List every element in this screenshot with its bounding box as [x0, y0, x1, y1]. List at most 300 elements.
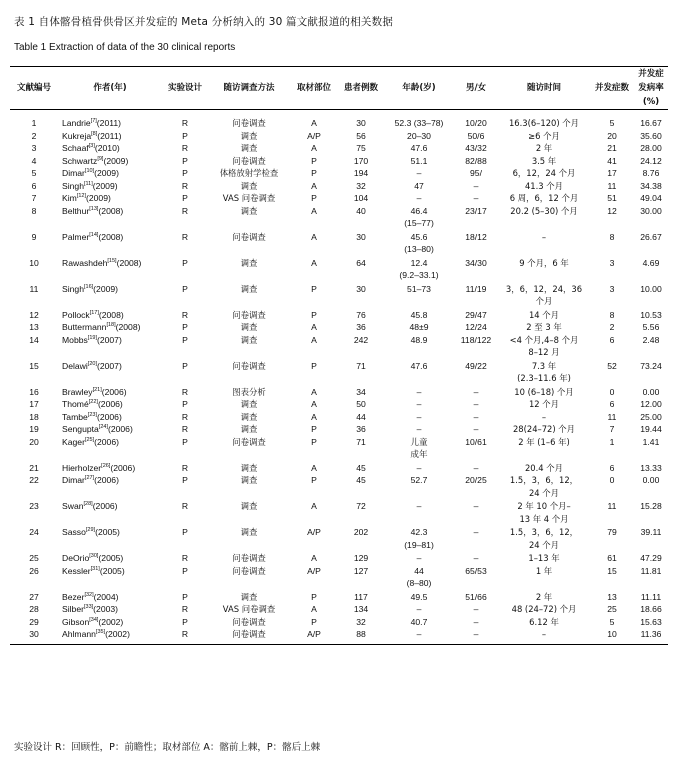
table-row — [10, 321, 668, 334]
cell-method: 问卷调查 — [232, 565, 266, 576]
cell-id: 29 — [29, 616, 39, 627]
cell-patients: 194 — [353, 168, 369, 178]
cell-patients: 56 — [356, 130, 366, 141]
cell-complications: 5 — [609, 118, 615, 128]
cell-patients: 117 — [354, 591, 368, 602]
reference-marker: [3] — [88, 143, 95, 150]
cell-design: P — [182, 399, 188, 409]
cell-age-line: 51–73 — [407, 283, 431, 294]
reference-marker: [24] — [98, 424, 108, 431]
cell-rate: 19.44 — [640, 424, 662, 434]
cell-age — [384, 334, 454, 360]
cell-id: 11 — [29, 283, 39, 294]
cell-id: 6 — [31, 180, 37, 191]
cell-follow-up — [498, 386, 590, 399]
reference-marker: [20] — [87, 360, 97, 367]
cell-sex-ratio: 65/53 — [465, 565, 487, 576]
author-name: Sengupta — [62, 424, 99, 434]
cell-site: A — [311, 257, 317, 268]
cell-sex-ratio: – — [473, 501, 479, 511]
cell-id: 15 — [29, 360, 39, 371]
author-year: (2006) — [94, 436, 119, 447]
cell-sex-ratio: 49/22 — [465, 360, 487, 371]
cell-age-line: 46.4 — [410, 205, 428, 216]
author-year: (2006) — [96, 411, 122, 422]
cell-age-line: – — [416, 501, 422, 511]
cell-follow-up — [498, 130, 590, 143]
cell-author — [58, 411, 162, 424]
cell-age-line: 44 — [414, 565, 424, 576]
cell-design: P — [182, 360, 188, 371]
author-name: Mobbs — [62, 334, 88, 345]
cell-design: R — [162, 628, 208, 644]
cell-method: 问卷调查 — [232, 360, 266, 371]
table-row — [10, 334, 668, 360]
reference-marker: [8] — [91, 130, 98, 137]
cell-method: 调查 — [240, 501, 258, 511]
cell-id: 20 — [29, 436, 39, 447]
cell-age-line: 儿童 — [410, 436, 428, 447]
table-row — [10, 360, 668, 386]
cell-patients: 36 — [356, 424, 366, 434]
cell-site: P — [311, 193, 317, 203]
cell-design: P — [182, 322, 188, 332]
cell-patients: 134 — [353, 604, 369, 614]
cell-method: 调查 — [240, 180, 258, 191]
cell-age — [384, 552, 454, 565]
cell-patients: 202 — [353, 527, 369, 537]
cell-patients: 75 — [356, 143, 366, 153]
cell-age — [384, 474, 454, 500]
cell-rate: 13.33 — [640, 462, 662, 473]
table-row — [10, 167, 668, 180]
cell-author — [58, 283, 162, 309]
author-name: Dimar — [62, 168, 85, 178]
cell-follow-up-line: 3，6，12，24，36 — [505, 283, 583, 294]
header-cell: 文献编号 — [10, 67, 58, 110]
cell-design: P — [182, 565, 188, 576]
cell-site: A/P — [307, 527, 321, 537]
cell-author — [58, 386, 162, 399]
cell-sex-ratio: – — [473, 411, 479, 422]
cell-design: P — [182, 257, 188, 268]
header-cell: 男/女 — [454, 67, 498, 110]
header-cell: 取材部位 — [290, 67, 338, 110]
header-cell: 患者例数 — [338, 67, 384, 110]
cell-sex-ratio: – — [454, 628, 498, 644]
cell-patients: 242 — [353, 334, 369, 345]
cell-age-line: 51.1 — [410, 155, 428, 166]
cell-follow-up — [498, 205, 590, 231]
cell-sex-ratio: – — [473, 604, 479, 614]
cell-design: P — [182, 193, 188, 203]
cell-complications: 79 — [607, 527, 617, 537]
cell-author — [58, 309, 162, 322]
reference-marker: [33] — [83, 604, 94, 611]
cell-design: R — [181, 501, 189, 511]
cell-follow-up-line: 41.3 个月 — [524, 180, 564, 191]
cell-site: A — [311, 604, 317, 614]
author-name: Tambe — [62, 411, 88, 422]
table-row — [10, 257, 668, 283]
cell-sex-ratio: 43/32 — [465, 143, 487, 153]
cell-patients: 45 — [356, 462, 366, 473]
table-row — [10, 462, 668, 475]
cell-author — [58, 526, 162, 552]
author-year: (2007) — [96, 360, 122, 371]
cell-site: P — [311, 283, 317, 294]
reference-marker: [32] — [84, 591, 94, 598]
author-year: (2005) — [95, 527, 120, 537]
cell-age — [384, 360, 454, 386]
cell-sex-ratio: 34/30 — [465, 257, 487, 268]
cell-complications: 6 — [609, 334, 615, 345]
table-row — [10, 436, 668, 462]
cell-age-line: 12.4 — [410, 257, 428, 268]
author-name: Hierholzer — [62, 462, 102, 473]
cell-follow-up-line: 2 至 3 年 — [526, 322, 562, 332]
cell-id: 21 — [29, 462, 39, 473]
cell-design: R — [181, 205, 189, 216]
cell-sex-ratio: 23/17 — [465, 205, 487, 216]
cell-method: 图表分析 — [232, 386, 266, 397]
cell-follow-up-line: – — [541, 629, 547, 639]
cell-site: P — [311, 591, 317, 602]
cell-complications: 7 — [609, 424, 615, 434]
cell-follow-up — [498, 500, 590, 526]
author-year: (2010) — [94, 143, 120, 153]
cell-rate: 15.63 — [640, 616, 662, 627]
cell-follow-up — [498, 436, 590, 462]
table-row — [10, 411, 668, 424]
cell-design: R — [181, 411, 189, 422]
author-name: Silber — [62, 604, 84, 614]
cell-follow-up — [498, 423, 590, 436]
cell-age — [384, 462, 454, 475]
cell-method: 调查 — [240, 322, 258, 332]
table-row — [10, 231, 668, 257]
reference-marker: [12] — [76, 193, 86, 200]
cell-sex-ratio: 10/20 — [465, 118, 487, 128]
cell-site: P — [311, 360, 317, 371]
author-year: (2009) — [93, 283, 119, 294]
cell-age-line: – — [416, 386, 422, 397]
cell-rate: 12.00 — [640, 399, 662, 409]
cell-patients: 50 — [356, 399, 366, 409]
cell-site: A — [311, 399, 317, 409]
reference-marker: [30] — [89, 553, 99, 560]
cell-age-line: 40.7 — [410, 616, 428, 627]
table-row — [10, 565, 668, 591]
cell-id: 23 — [29, 501, 39, 511]
cell-author — [58, 462, 162, 475]
cell-id: 12 — [29, 309, 39, 320]
cell-rate: 39.11 — [640, 527, 662, 537]
cell-method: 问卷调查 — [232, 436, 266, 447]
table-row — [10, 386, 668, 399]
cell-method: 问卷调查 — [232, 553, 266, 563]
cell-follow-up-line: 7.3 年 — [531, 360, 557, 371]
cell-age-line: – — [416, 462, 422, 473]
cell-author — [58, 616, 162, 629]
cell-complications: 8 — [609, 231, 615, 242]
cell-follow-up — [498, 192, 590, 205]
reference-marker: [7] — [90, 118, 97, 125]
author-year: (2006) — [101, 386, 127, 397]
cell-method: 调查 — [240, 205, 258, 216]
cell-author — [58, 603, 162, 616]
cell-patients: 71 — [356, 436, 366, 447]
cell-author — [58, 180, 162, 193]
cell-follow-up-line: 6，12，24 个月 — [512, 168, 576, 178]
cell-follow-up-line: 16.3(6–120) 个月 — [508, 118, 580, 128]
cell-patients: 30 — [356, 283, 366, 294]
author-name: Ahlmann — [62, 629, 96, 639]
reference-marker: [26] — [101, 462, 111, 469]
cell-complications: 17 — [607, 168, 617, 178]
author-year: (2009) — [86, 193, 111, 203]
cell-design: P — [182, 168, 188, 178]
cell-age-line: 47 — [414, 180, 424, 191]
cell-patients: 44 — [356, 411, 366, 422]
cell-site: A — [311, 462, 317, 473]
author-name: Palmer — [62, 231, 90, 242]
cell-method: 问卷调查 — [208, 628, 290, 644]
cell-sex-ratio: – — [473, 462, 479, 473]
cell-follow-up-line: 24 个月 — [528, 539, 560, 550]
cell-design: P — [182, 591, 188, 602]
cell-site: A — [311, 501, 317, 511]
cell-method: 调查 — [240, 411, 258, 422]
cell-sex-ratio: – — [473, 386, 479, 397]
cell-age-line: – — [416, 424, 422, 434]
author-year: (2005) — [98, 553, 124, 563]
cell-rate: 11.36 — [634, 628, 668, 644]
cell-sex-ratio: 10/61 — [465, 436, 487, 447]
author-year: (2009) — [103, 155, 129, 166]
author-name: Pollock — [62, 309, 90, 320]
cell-follow-up — [498, 565, 590, 591]
cell-age — [384, 205, 454, 231]
cell-follow-up-line: 2 年 10 个月– — [517, 501, 571, 511]
cell-age-line: 成年 — [410, 449, 428, 459]
cell-age — [384, 257, 454, 283]
cell-sex-ratio: 51/66 — [465, 591, 487, 602]
author-name: Dimar — [62, 475, 85, 485]
cell-follow-up — [498, 110, 590, 130]
cell-follow-up — [498, 552, 590, 565]
cell-age-line: 45.8 — [410, 309, 428, 320]
cell-id: 5 — [31, 168, 37, 178]
cell-complications: 21 — [607, 143, 617, 153]
reference-marker: [23] — [87, 411, 97, 418]
cell-age — [384, 526, 454, 552]
cell-follow-up-line: 20.2 (5–30) 个月 — [510, 205, 578, 216]
cell-author — [58, 474, 162, 500]
cell-id: 2 — [31, 130, 37, 141]
cell-site: A — [311, 553, 317, 563]
cell-method: 调查 — [240, 475, 258, 485]
cell-site: A — [311, 180, 317, 191]
cell-sex-ratio: 50/6 — [467, 130, 485, 141]
cell-id: 26 — [29, 565, 39, 576]
cell-design: R — [181, 118, 189, 128]
cell-rate: 5.56 — [642, 322, 660, 332]
cell-age — [384, 321, 454, 334]
table-row — [10, 180, 668, 193]
cell-age-line: 42.3 — [410, 527, 428, 537]
cell-site: P — [311, 436, 317, 447]
cell-age — [384, 309, 454, 322]
cell-age — [384, 231, 454, 257]
cell-follow-up-line: 1.5，3，6，12， — [509, 527, 579, 537]
cell-follow-up — [498, 616, 590, 629]
cell-rate: 16.67 — [640, 118, 662, 128]
cell-design: R — [181, 143, 189, 153]
cell-method: 问卷调查 — [232, 616, 266, 627]
cell-patients: 32 — [356, 180, 366, 191]
reference-marker: [13] — [89, 205, 99, 212]
table-row — [10, 616, 668, 629]
cell-follow-up — [498, 526, 590, 552]
cell-follow-up-line: – — [541, 231, 547, 242]
table-footnote: 实验设计 R：回顾性，P：前瞻性；取材部位 A：髂前上棘，P：髂后上棘 — [14, 742, 321, 753]
cell-id: 14 — [29, 334, 39, 345]
cell-rate: 11.11 — [640, 591, 662, 602]
cell-design: P — [182, 334, 188, 345]
cell-follow-up-line: 14 个月 — [528, 309, 560, 320]
cell-id: 27 — [29, 591, 39, 602]
cell-author — [58, 231, 162, 257]
cell-follow-up — [498, 231, 590, 257]
cell-patients: 32 — [356, 616, 366, 627]
author-name: Kessler — [62, 565, 91, 576]
table-row — [10, 130, 668, 143]
author-year: (2002) — [98, 616, 124, 627]
cell-method: 调查 — [240, 334, 258, 345]
table-title-cn: 表 1 自体髂骨植骨供骨区并发症的 Meta 分析纳入的 30 篇文献报道的相关数据 — [14, 16, 394, 28]
cell-method: 问卷调查 — [232, 309, 266, 320]
data-table — [10, 66, 668, 645]
author-year: (2011) — [97, 130, 122, 141]
cell-design: R — [181, 462, 189, 473]
cell-follow-up — [498, 309, 590, 322]
author-name: Belthur — [62, 205, 90, 216]
reference-marker: [9] — [97, 155, 104, 162]
author-year: (2011) — [96, 118, 121, 128]
cell-complications: 61 — [607, 553, 617, 563]
cell-follow-up-line: 3.5 年 — [531, 155, 557, 166]
table-row — [10, 423, 668, 436]
cell-patients: 170 — [353, 155, 369, 166]
author-name: Singh — [62, 180, 84, 191]
cell-follow-up-line: 6 周，6，12 个月 — [509, 193, 579, 203]
cell-patients: 127 — [353, 565, 369, 576]
cell-patients: 64 — [356, 257, 366, 268]
author-year: (2009) — [92, 180, 118, 191]
cell-site: A — [311, 231, 317, 242]
cell-sex-ratio: 118/122 — [460, 334, 492, 345]
table-row — [10, 474, 668, 500]
cell-rate: 8.76 — [642, 168, 660, 178]
cell-patients: 45 — [356, 475, 366, 485]
reference-marker: [29] — [85, 527, 96, 534]
cell-sex-ratio: – — [473, 193, 479, 203]
cell-id: 10 — [29, 257, 39, 268]
reference-marker: [14] — [89, 231, 99, 238]
cell-age-line: – — [416, 193, 422, 203]
author-name: Delawi — [62, 360, 88, 371]
cell-design: P — [182, 155, 188, 166]
cell-sex-ratio: 20/25 — [465, 475, 487, 485]
cell-age-line: – — [416, 411, 422, 422]
cell-patients: 129 — [353, 553, 369, 563]
cell-rate: 26.67 — [640, 231, 662, 242]
header-cell: 并发症数 — [590, 67, 634, 110]
cell-complications: 3 — [609, 283, 615, 294]
author-year: (2009) — [94, 168, 119, 178]
cell-sex-ratio: – — [473, 616, 479, 627]
cell-sex-ratio: 82/88 — [465, 155, 487, 166]
cell-id: 1 — [31, 118, 37, 128]
reference-marker: [22] — [88, 399, 98, 406]
cell-id: 24 — [29, 527, 39, 537]
cell-complications: 52 — [607, 360, 617, 371]
reference-marker: [17] — [89, 309, 99, 316]
cell-age-line: – — [416, 604, 422, 614]
header-cell: 年龄(岁) — [384, 67, 454, 110]
cell-site: P — [311, 309, 317, 320]
cell-follow-up-line: 1–13 年 — [528, 553, 560, 563]
cell-complications: 41 — [607, 155, 617, 166]
author-name: Gibson — [62, 616, 90, 627]
header-cell: 随访时间 — [498, 67, 590, 110]
cell-method: VAS 问卷调查 — [222, 604, 276, 614]
cell-id: 8 — [31, 205, 37, 216]
cell-author — [58, 591, 162, 604]
cell-author — [58, 500, 162, 526]
cell-author — [58, 205, 162, 231]
author-name: Rawashdeh — [62, 257, 108, 268]
cell-id: 3 — [31, 143, 37, 153]
cell-method: 调查 — [240, 424, 258, 434]
cell-follow-up-line: 12 个月 — [528, 399, 560, 409]
author-year: (2005) — [99, 565, 125, 576]
cell-id: 13 — [29, 322, 39, 332]
cell-age — [384, 110, 454, 130]
cell-method: 调查 — [240, 130, 258, 141]
cell-complications: 13 — [607, 591, 617, 602]
cell-patients: 36 — [356, 322, 366, 332]
cell-complications: 12 — [607, 205, 617, 216]
cell-rate: 10.00 — [640, 283, 662, 294]
cell-author — [58, 257, 162, 283]
cell-design: P — [182, 283, 188, 294]
cell-site: A/P — [307, 130, 321, 141]
cell-site: A — [311, 334, 317, 345]
cell-complications: 5 — [609, 616, 615, 627]
cell-site: P — [311, 475, 317, 485]
reference-marker: [16] — [83, 283, 94, 290]
cell-follow-up — [498, 334, 590, 360]
cell-patients: 30 — [356, 118, 366, 128]
cell-design: R — [181, 424, 189, 434]
cell-follow-up-line: ≥6 个月 — [528, 130, 560, 141]
cell-follow-up-line: 2 年 — [535, 143, 553, 153]
table-title-en: Table 1 Extraction of data of the 30 clinical reports — [14, 42, 236, 53]
cell-design: R — [181, 231, 189, 242]
cell-id: 25 — [29, 553, 39, 563]
